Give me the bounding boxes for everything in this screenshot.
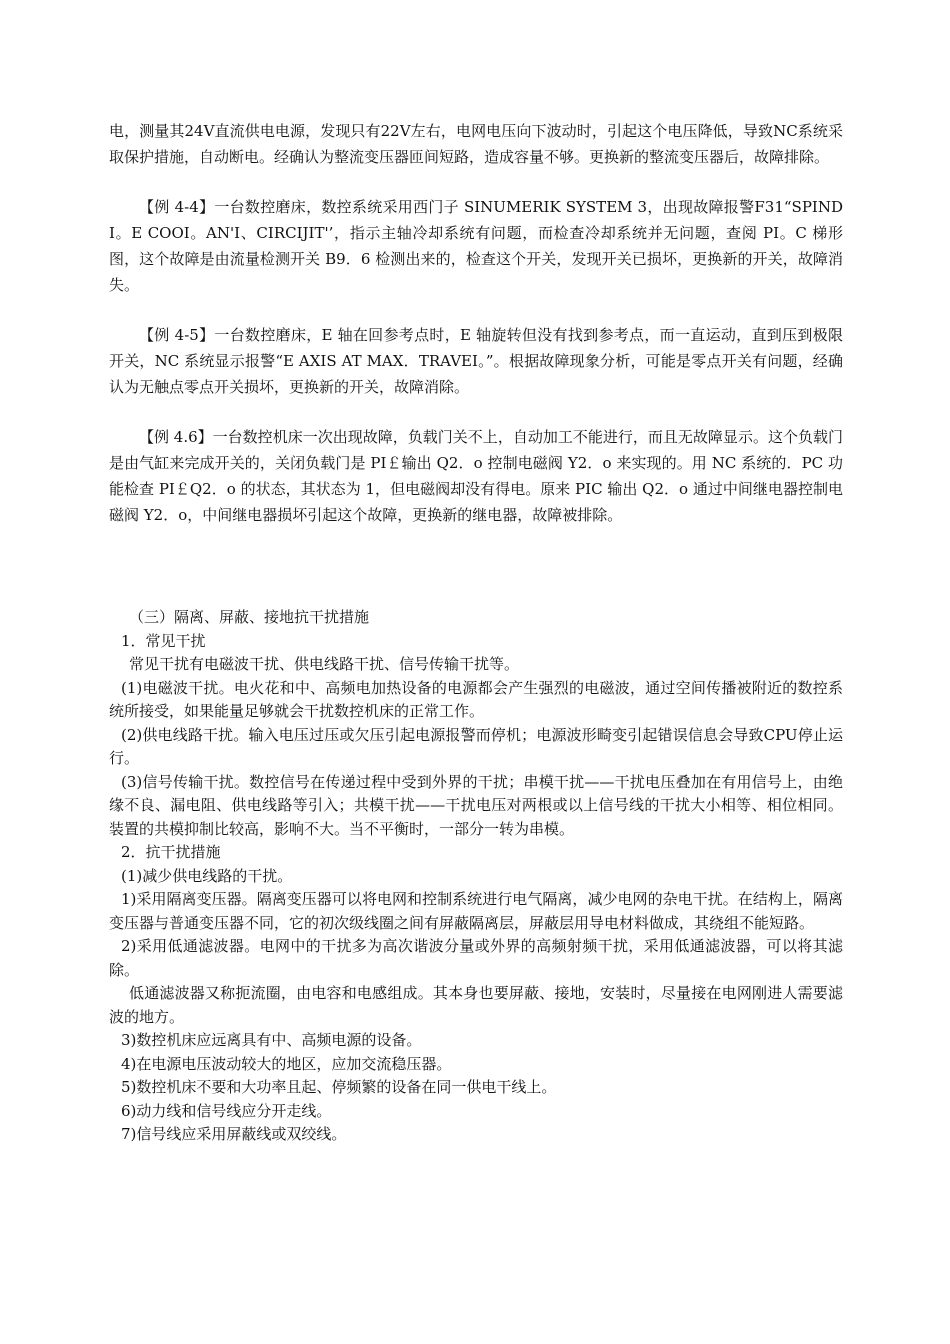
- document-page: [109, 118, 843, 1147]
- measure-distance: 3)数控机床应远离具有中、高频电源的设备。: [121, 1031, 422, 1049]
- common-interference-intro: 常见干扰有电磁波干扰、供电线路干扰、信号传输干扰等。: [129, 655, 520, 673]
- measure-lowpass-filter: 2)采用低通滤波器。电网中的干扰多为高次谐波分量或外界的高频射频干扰，采用低通滤波器，可以将其滤除。: [109, 937, 843, 979]
- item-power-line: (2)供电线路干扰。输入电压过压或欠压引起电源报警而停机；电源波形畸变引起错误信息会导致CPU停止运行。: [109, 725, 843, 767]
- measure-reduce-power-interference: (1)减少供电线路的干扰。: [121, 866, 293, 885]
- measure-stabilizer: 4)在电源电压波动较大的地区，应加交流稳压器。: [121, 1054, 452, 1073]
- measure-shielded-cable: 7)信号线应采用屏蔽线或双绞线。: [121, 1125, 347, 1143]
- item-signal-transmission: (3)信号传输干扰。数控信号在传递过程中受到外界的干扰；串模干扰——干扰电压叠加在有用信号上，由绝缘不良、漏电阻、供电线路等引入；共模干扰——干扰电压对两根或以上信号线的干扰大小相等、相位相同。装置的共模抑制比较高，影响不大。当不平衡时，一部分一转为串模。: [109, 772, 843, 838]
- item-electromagnetic: (1)电磁波干扰。电火花和中、高频电加热设备的电源都会产生强烈的电磁波，通过空间传播被附近的数控系统所接受，如果能量足够就会干扰数控机床的正常工作。: [109, 678, 843, 720]
- anti-interference-section: [109, 606, 843, 1147]
- measure-separate-wiring: 6)动力线和信号线应分开走线。: [121, 1101, 332, 1120]
- lowpass-filter-detail: 低通滤波器又称扼流圈，由电容和电感组成。其本身也要屏蔽、接地，安装时，尽量接在电网刚进人需要滤波的地方。: [109, 984, 843, 1026]
- example-4-5: 【例 4-5】一台数控磨床，E 轴在回参考点时，E 轴旋转但没有找到参考点，而一直运动，直到压到极限开关，NC 系统显示报警“E AXIS AT MAX．TRAVEI。”。根据故障现象分析，可能是零点开关有问题，经确认为无触点零点开关损坏，更换新的开关，故障消除。: [109, 326, 843, 396]
- measure-isolation-transformer: 1)采用隔离变压器。隔离变压器可以将电网和控制系统进行电气隔离，减少电网的杂电干扰。在结构上，隔离变压器与普通变压器不同，它的初次级线圈之间有屏蔽隔离层，屏蔽层用导电材料做成，其绕组不能短路。: [109, 890, 843, 932]
- example-4-4: 【例 4-4】一台数控磨床，数控系统采用西门子 SINUMERIK SYSTEM 3，出现故障报警F31“SPINDI。E COOI。AN'I、CIRCIJIT'’，指示主轴冷却系统有问题，而检查冷却系统并无问题，查阅 PI。C 梯形图，这个故障是由流量检测开关 B9．6 检测出来的，检查这个开关，发现开关已损坏，更换新的开关，故障消失。: [109, 198, 843, 294]
- measure-separate-supply: 5)数控机床不要和大功率且起、停频繁的设备在同一供电干线上。: [121, 1078, 557, 1096]
- section-title: （三）隔离、屏蔽、接地抗干扰措施: [129, 608, 370, 626]
- intro-paragraph: 电，测量其24V直流供电电源，发现只有22V左右，电网电压向下波动时，引起这个电压降低，导致NC系统采取保护措施，自动断电。经确认为整流变压器匝间短路，造成容量不够。更换新的整流变压器后，故障排除。: [109, 122, 843, 166]
- example-4-6: 【例 4.6】一台数控机床一次出现故障，负载门关不上，自动加工不能进行，而且无故障显示。这个负载门是由气缸来完成开关的，关闭负载门是 PI￡输出 Q2．o 控制电磁阀 Y2．o 来实现的。用 NC 系统的．PC 功能检查 PI￡Q2．o 的状态，其状态为 1，但电磁阀却没有得电。原来 PIC 输出 Q2．o 通过中间继电器控制电磁阀 Y2．o，中间继电器损坏引起这个故障，更换新的继电器，故障被排除。: [109, 428, 843, 524]
- subheading-measures: 2．抗干扰措施: [121, 843, 221, 861]
- subheading-common-interference: 1．常见干扰: [121, 631, 206, 650]
